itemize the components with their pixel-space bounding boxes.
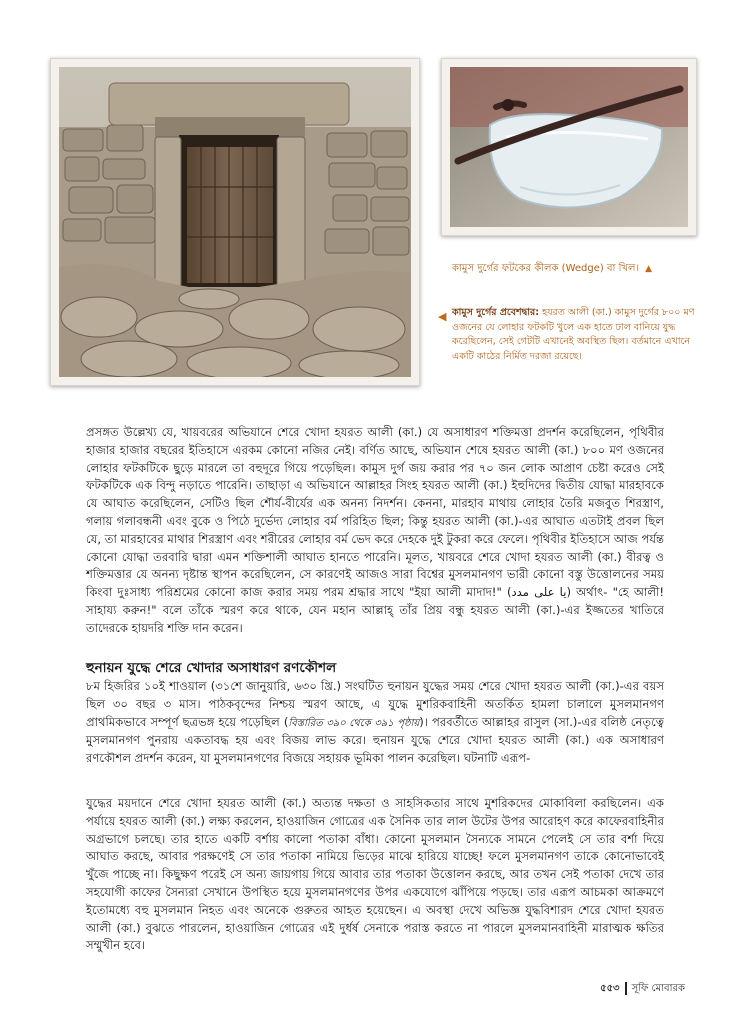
page-reference: বিস্তারিত ৩৯০ থেকে ৩৯১ পৃষ্ঠায় [288,717,420,729]
paragraph-battlefield: যুদ্ধের ময়দানে শেরে খোদা হযরত আলী (কা.) অত্যন্ত দক্ষতা ও সাহসিকতার সাথে মুশরিকদের মোকাবিলা করছিলেন। এক পর্যায়ে হযরত আলী (কা.) লক্ষ্য করলেন, হাওয়াজিন গোত্রের এক সৈনিক তার লাল উটের উপর আরোহণ করে কাফেরবাহিনীর অগ্রভাগে চলছে। তার হাতে একটি বর্শায় কালো পতাকা বাঁধা। কোনো মুসলমান সৈন্যকে সামনে পেলেই সে তার বর্শা দিয়ে আঘাত করছে, আবার পরক্ষণেই সে তার পতাকা নামিয়ে ভিড়ের মাঝে হারিয়ে যাচ্ছে! ফলে মুসলমানগণ তাকে কোনোভাবেই খুঁজে পাচ্ছে না। কিছুক্ষণ পরেই সে অন্য জায়গায় গিয়ে আবার তার পতাকা উত্তোলন করছে, আর তখন সেই পতাকা দেখে তার সহযোগী কাফের সৈন্যরা সেখানে উপস্থিত হয়ে মুসলমানগণের উপর একযোগে ঝাঁপিয়ে পড়ছে। তার এরূপ আচমকা আক্রমণে ইতোমধ্যে বহু মুসলমান নিহত এবং অনেকে গুরুতর আহত হয়েছেন। এ অবস্থা দেখে অভিজ্ঞ যুদ্ধবিশারদ শেরে খোদা হযরত আলী (কা.) বুঝতে পারলেন, হাওয়াজিন গোত্রের এই দুর্ধর্ষ সেনাকে পরাস্ত করতে না পারলে মুসলমানবাহিনী মারাত্মক ক্ষতির সম্মুখীন হবে। [86,796,664,953]
wedge-caption-text: কামুস দুর্গের ফটকের কীলক (Wedge) বা খিল। [452,263,640,274]
paragraph-hunayn-text-b: )। পরবর্তীতে আল্লাহর রাসুল (সা.)-এর বলিষ্ঠ নেতৃত্বে মুসলমানগণ পুনরায় একতাবদ্ধ হয় এবং বিজয় লাভ করে। হুনায়ন যুদ্ধে শেরে খোদা হযরত আলী (কা.) এক অসাধারণ রণকৌশল প্রদর্শন করেন, যা মুসলমানগণের বিজয়ে সহায়ক ভূমিকা পালন করেছিল। ঘটনাটি এরূপ- [86,714,664,766]
entrance-caption-body [452,306,700,364]
paragraph-hunayn-text-a: ৮ম হিজরির ১০ই শাওয়াল (৩১শে জানুয়ারি, ৬৩০ খ্রি.) সংঘটিত হুনায়ন যুদ্ধের সময় শেরে খোদা হযরত আলী (কা.)-এর বয়স ছিল ৩০ বছর ৩ মাস। পাঠকবৃন্দের নিশ্চয় স্মরণ আছে, এ যুদ্ধে মুশরিকবাহিনী অতর্কিত হামলা চালালে মুসলমানগণ প্রাথমিকভাবে সম্পূর্ণ ছত্রভঙ্গ হয়ে পড়েছিল ( [86,679,664,729]
entrance-caption [438,306,700,364]
page-number: ৫৫৩ [600,983,620,994]
section-heading: হুনায়ন যুদ্ধে শেরে খোদার অসাধারণ রণকৌশল [86,660,337,676]
arabic-phrase: يا على مدد [511,585,567,600]
wedge-photo [450,67,688,227]
fort-entrance-photo [59,67,411,377]
footer-divider [625,982,627,995]
triangle-up-icon: ▲ [645,264,652,274]
paragraph-hunayn-intro [86,678,664,768]
entrance-caption-title: কামুস দুর্গের প্রবেশদ্বার: [452,307,540,318]
page-footer [600,981,685,998]
wedge-photo-frame [441,58,697,236]
paragraph-khaybar-text-b: ) অর্থাৎ- "হে আলী! সাহায্য করুন!" বলে তাঁকে স্মরণ করে থাকে, যেন মহান আল্লাহ্‌ তাঁর প্রিয় বন্ধু হযরত আলী (কা.)-এর ইজ্জতের খাতিরে তাদেরকে হায়দরি শক্তি দান করেন। [86,585,665,635]
wedge-caption [452,261,712,277]
book-title: সূফি মোবারক [631,983,685,994]
paragraph-khaybar [86,424,664,638]
entrance-caption-text: হযরত আলী (কা.) কামুস দুর্গের ৮০০ মণ ওজনের যে লোহার ফটকটি খুলে এক হাতে ঢাল বানিয়ে যুদ্ধ করেছিলেন, সেই গেটটি এখানেই অবস্থিত ছিল। বর্তমানে এখানে একটি কাঠের নির্মিত দরজা রয়েছে। [452,307,695,362]
triangle-left-icon: ◀ [438,310,447,323]
fort-entrance-photo-frame [50,58,420,386]
paragraph-khaybar-text-a: প্রসঙ্গত উল্লেখ্য যে, খায়বরের অভিযানে শেরে খোদা হযরত আলী (কা.) যে অসাধারণ শক্তিমত্তা প্রদর্শন করেছিলেন, পৃথিবীর হাজার হাজার বছরের ইতিহাসে এরকম কোনো নজির নেই। বর্ণিত আছে, অভিযান শেষে হযরত আলী (কা.) ৮০০ মণ ওজনের লোহার ফটকটিকে ছুড়ে মারলে তা বহুদূরে গিয়ে পড়েছিল। কামুস দুর্গ জয় করার পর ৭০ জন লোক আপ্রাণ চেষ্টা করেও সেই ফটকটিকে এক বিন্দু নড়াতে পারেনি। তাছাড়া এ অভিযানে আল্লাহর সিংহ হযরত আলী (কা.) ইহুদিদের দ্বিতীয় যোদ্ধা মারহাবকে যে আঘাত করেছিলেন, সেটিও ছিল শৌর্য-বীর্যের এক অনন্য নিদর্শন। কেননা, মারহাব মাথায় লোহার তৈরি মজবুত শিরস্ত্রাণ, গলায় গলাবন্ধনী এবং বুকে ও পিঠে দুর্ভেদ্য লোহার বর্ম পরিহিত ছিল; কিন্তু হযরত আলী (কা.)-এর আঘাত এতটাই প্রবল ছিল যে, তা মারহাবের মাথার শিরস্ত্রাণ এবং শরীরের লোহার বর্ম ভেদ করে দেহকে দুই টুকরা করে ফেলে। পৃথিবীর ইতিহাসে আজ পর্যন্ত কোনো যোদ্ধা তরবারি দ্বারা এমন শক্তিশালী আঘাত হানতে পারেনি। মূলত, খায়বরে শেরে খোদা হযরত আলী (কা.) বীরত্ব ও শক্তিমত্তার যে অনন্য দৃষ্টান্ত স্থাপন করেছিলেন, সে কারণেই আজও সারা বিশ্বের মুসলমানগণ ভারী কোনো বস্তু উত্তোলনের সময় কিংবা দুঃসাধ্য পরিশ্রমের কোনো কাজ করার সময় পরম শ্রদ্ধার সাথে "ইয়া আলী মাদাদ!" ( [86,425,664,600]
